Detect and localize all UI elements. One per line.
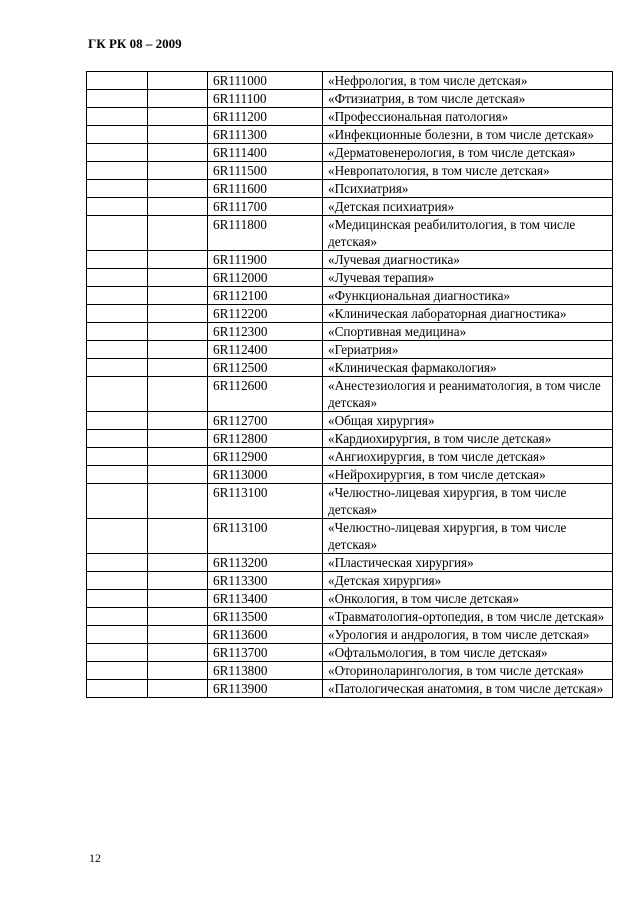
- specialty-name-cell: «Фтизиатрия, в том числе детская»: [323, 90, 613, 108]
- table-row: [87, 341, 613, 359]
- specialty-code-cell: 6R112200: [208, 305, 323, 323]
- empty-cell-1: [87, 430, 148, 448]
- empty-cell-2: [148, 590, 208, 608]
- specialty-name-cell: «Гериатрия»: [323, 341, 613, 359]
- empty-cell-1: [87, 519, 148, 554]
- empty-cell-2: [148, 162, 208, 180]
- table-row: [87, 448, 613, 466]
- specialty-code-cell: 6R112100: [208, 287, 323, 305]
- empty-cell-1: [87, 198, 148, 216]
- empty-cell-2: [148, 608, 208, 626]
- empty-cell-1: [87, 305, 148, 323]
- empty-cell-2: [148, 680, 208, 698]
- empty-cell-2: [148, 305, 208, 323]
- specialty-code-cell: 6R112900: [208, 448, 323, 466]
- page-header-title: ГК РК 08 – 2009: [88, 36, 182, 51]
- specialty-name-cell: «Спортивная медицина»: [323, 323, 613, 341]
- empty-cell-2: [148, 180, 208, 198]
- specialty-code-cell: 6R111500: [208, 162, 323, 180]
- table-row: [87, 216, 613, 251]
- table-row: [87, 126, 613, 144]
- specialty-name-cell: «Детская хирургия»: [323, 572, 613, 590]
- empty-cell-1: [87, 644, 148, 662]
- empty-cell-1: [87, 180, 148, 198]
- empty-cell-2: [148, 572, 208, 590]
- specialty-code-cell: 6R113000: [208, 466, 323, 484]
- empty-cell-2: [148, 359, 208, 377]
- table-row: [87, 662, 613, 680]
- specialty-name-cell: «Клиническая лабораторная диагностика»: [323, 305, 613, 323]
- specialty-name-cell: «Патологическая анатомия, в том числе детская»: [323, 680, 613, 698]
- table-row: [87, 430, 613, 448]
- table-row: [87, 72, 613, 90]
- empty-cell-1: [87, 608, 148, 626]
- specialty-name-cell: «Оториноларингология, в том числе детская»: [323, 662, 613, 680]
- specialty-name-cell: «Травматология-ортопедия, в том числе детская»: [323, 608, 613, 626]
- specialty-name-cell: «Инфекционные болезни, в том числе детская»: [323, 126, 613, 144]
- empty-cell-1: [87, 680, 148, 698]
- empty-cell-2: [148, 554, 208, 572]
- empty-cell-2: [148, 466, 208, 484]
- table-row: [87, 180, 613, 198]
- specialty-code-cell: 6R111600: [208, 180, 323, 198]
- specialty-name-cell: «Медицинская реабилитология, в том числе детская»: [323, 216, 613, 251]
- table-row: [87, 323, 613, 341]
- specialty-name-cell: «Пластическая хирургия»: [323, 554, 613, 572]
- empty-cell-2: [148, 72, 208, 90]
- empty-cell-2: [148, 341, 208, 359]
- table-row: [87, 144, 613, 162]
- empty-cell-2: [148, 644, 208, 662]
- table-row: [87, 519, 613, 554]
- empty-cell-2: [148, 90, 208, 108]
- table-row: [87, 412, 613, 430]
- specialty-code-cell: 6R111900: [208, 251, 323, 269]
- empty-cell-2: [148, 108, 208, 126]
- specialty-name-cell: «Ангиохирургия, в том числе детская»: [323, 448, 613, 466]
- table-row: [87, 359, 613, 377]
- specialty-code-cell: 6R113900: [208, 680, 323, 698]
- empty-cell-2: [148, 287, 208, 305]
- empty-cell-1: [87, 626, 148, 644]
- table-row: [87, 305, 613, 323]
- empty-cell-1: [87, 216, 148, 251]
- empty-cell-2: [148, 519, 208, 554]
- specialty-table-wrapper: [86, 71, 613, 698]
- empty-cell-2: [148, 323, 208, 341]
- empty-cell-1: [87, 662, 148, 680]
- specialty-name-cell: «Детская психиатрия»: [323, 198, 613, 216]
- empty-cell-1: [87, 554, 148, 572]
- specialty-code-cell: 6R112400: [208, 341, 323, 359]
- table-row: [87, 644, 613, 662]
- specialty-code-cell: 6R111700: [208, 198, 323, 216]
- specialty-name-cell: «Функциональная диагностика»: [323, 287, 613, 305]
- empty-cell-1: [87, 448, 148, 466]
- empty-cell-1: [87, 572, 148, 590]
- specialty-code-cell: 6R113800: [208, 662, 323, 680]
- empty-cell-2: [148, 216, 208, 251]
- empty-cell-1: [87, 323, 148, 341]
- empty-cell-1: [87, 466, 148, 484]
- table-row: [87, 198, 613, 216]
- empty-cell-1: [87, 341, 148, 359]
- table-row: [87, 626, 613, 644]
- empty-cell-2: [148, 626, 208, 644]
- empty-cell-2: [148, 448, 208, 466]
- specialty-code-cell: 6R113700: [208, 644, 323, 662]
- empty-cell-1: [87, 126, 148, 144]
- specialty-name-cell: «Кардиохирургия, в том числе детская»: [323, 430, 613, 448]
- empty-cell-2: [148, 430, 208, 448]
- specialty-name-cell: «Нейрохирургия, в том числе детская»: [323, 466, 613, 484]
- empty-cell-2: [148, 412, 208, 430]
- table-row: [87, 90, 613, 108]
- table-row: [87, 108, 613, 126]
- specialty-name-cell: «Дерматовенерология, в том числе детская»: [323, 144, 613, 162]
- table-row: [87, 162, 613, 180]
- specialty-table-body: [87, 72, 613, 698]
- empty-cell-1: [87, 144, 148, 162]
- specialty-code-cell: 6R112300: [208, 323, 323, 341]
- specialty-code-cell: 6R111800: [208, 216, 323, 251]
- specialty-code-cell: 6R111400: [208, 144, 323, 162]
- specialty-name-cell: «Офтальмология, в том числе детская»: [323, 644, 613, 662]
- empty-cell-1: [87, 90, 148, 108]
- specialty-name-cell: «Лучевая диагностика»: [323, 251, 613, 269]
- page-number: 12: [89, 851, 101, 865]
- empty-cell-1: [87, 359, 148, 377]
- empty-cell-2: [148, 662, 208, 680]
- table-row: [87, 484, 613, 519]
- empty-cell-1: [87, 269, 148, 287]
- table-row: [87, 269, 613, 287]
- empty-cell-2: [148, 198, 208, 216]
- specialty-name-cell: «Онкология, в том числе детская»: [323, 590, 613, 608]
- specialty-code-cell: 6R113100: [208, 484, 323, 519]
- table-row: [87, 590, 613, 608]
- empty-cell-1: [87, 484, 148, 519]
- table-row: [87, 377, 613, 412]
- empty-cell-2: [148, 377, 208, 412]
- specialty-name-cell: «Лучевая терапия»: [323, 269, 613, 287]
- empty-cell-1: [87, 590, 148, 608]
- table-row: [87, 466, 613, 484]
- specialty-code-cell: 6R112800: [208, 430, 323, 448]
- table-row: [87, 251, 613, 269]
- specialty-name-cell: «Челюстно-лицевая хирургия, в том числе детская»: [323, 484, 613, 519]
- specialty-code-cell: 6R113100: [208, 519, 323, 554]
- specialty-name-cell: «Профессиональная патология»: [323, 108, 613, 126]
- specialty-name-cell: «Нефрология, в том числе детская»: [323, 72, 613, 90]
- table-row: [87, 554, 613, 572]
- specialty-code-cell: 6R113500: [208, 608, 323, 626]
- specialty-code-cell: 6R113600: [208, 626, 323, 644]
- specialty-name-cell: «Невропатология, в том числе детская»: [323, 162, 613, 180]
- empty-cell-2: [148, 269, 208, 287]
- specialty-name-cell: «Психиатрия»: [323, 180, 613, 198]
- empty-cell-1: [87, 377, 148, 412]
- empty-cell-2: [148, 126, 208, 144]
- specialty-code-cell: 6R113200: [208, 554, 323, 572]
- specialty-code-cell: 6R111300: [208, 126, 323, 144]
- table-row: [87, 608, 613, 626]
- empty-cell-2: [148, 144, 208, 162]
- specialty-code-cell: 6R112500: [208, 359, 323, 377]
- specialty-name-cell: «Общая хирургия»: [323, 412, 613, 430]
- specialty-code-cell: 6R111100: [208, 90, 323, 108]
- empty-cell-1: [87, 162, 148, 180]
- specialty-name-cell: «Урология и андрология, в том числе детская»: [323, 626, 613, 644]
- table-row: [87, 680, 613, 698]
- specialty-code-cell: 6R112600: [208, 377, 323, 412]
- specialty-code-cell: 6R113400: [208, 590, 323, 608]
- empty-cell-1: [87, 72, 148, 90]
- table-row: [87, 287, 613, 305]
- empty-cell-1: [87, 287, 148, 305]
- specialty-code-cell: 6R113300: [208, 572, 323, 590]
- specialty-code-cell: 6R112700: [208, 412, 323, 430]
- empty-cell-2: [148, 484, 208, 519]
- empty-cell-1: [87, 251, 148, 269]
- specialty-code-cell: 6R111200: [208, 108, 323, 126]
- table-row: [87, 572, 613, 590]
- specialty-name-cell: «Челюстно-лицевая хирургия, в том числе детская»: [323, 519, 613, 554]
- empty-cell-1: [87, 108, 148, 126]
- empty-cell-2: [148, 251, 208, 269]
- specialty-name-cell: «Клиническая фармакология»: [323, 359, 613, 377]
- specialty-code-cell: 6R112000: [208, 269, 323, 287]
- empty-cell-1: [87, 412, 148, 430]
- specialty-code-cell: 6R111000: [208, 72, 323, 90]
- specialty-table: [86, 71, 613, 698]
- specialty-name-cell: «Анестезиология и реаниматология, в том числе детская»: [323, 377, 613, 412]
